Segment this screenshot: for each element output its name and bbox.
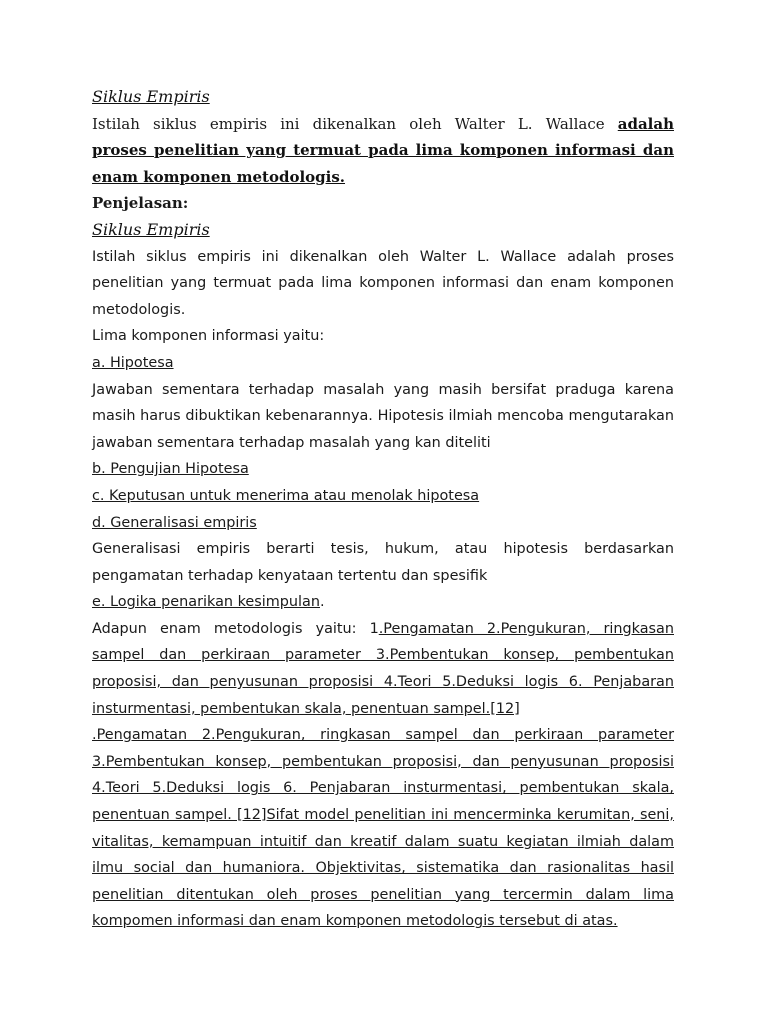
- item-b-pengujian: b. Pengujian Hipotesa: [92, 461, 249, 478]
- intro-plain-text: Istilah siklus empiris ini dikenalkan oleh Walter L. Wallace: [92, 114, 618, 133]
- item-e-label: e. Logika penarikan kesimpulan: [92, 594, 320, 611]
- repeated-underlined-paragraph: .Pengamatan 2.Pengukuran, ringkasan sampel dan perkiraan parameter 3.Pembentukan konsep, pembentukan proposisi, dan penyusunan proposisi 4.Teori 5.Deduksi logis 6. Penjabaran insturmentasi, pembentukan skala, penentuan sampel. [12]Sifat model penelitian ini mencerminka kerumitan, seni, vitalitas, kemampuan intuitif dan kreatif dalam suatu kegiatan ilmiah dalam ilmu social dan humaniora. Objektivitas, sistematika dan rasionalitas hasil penelitian ditentukan oleh proses penelitian yang tercermin dalam lima kompomen informasi dan enam komponen metodologis tersebut di atas.: [92, 727, 674, 930]
- intro-bold-text: adalah proses penelitian yang termuat pada lima komponen informasi dan enam komponen metodologis.: [92, 114, 674, 186]
- intro-paragraph: [92, 111, 674, 191]
- item-a-description: Jawaban sementara terhadap masalah yang masih bersifat praduga karena masih harus dibuktikan kebenarannya. Hipotesis ilmiah mencoba mengutarakan jawaban sementara terhadap masalah yang kan diteliti: [92, 381, 674, 451]
- heading-siklus-empiris: Siklus Empiris: [92, 87, 210, 106]
- item-e-logika: [92, 589, 674, 616]
- enam-underlined-text: .Pengamatan 2.Pengukuran, ringkasan sampel dan perkiraan parameter 3.Pembentukan konsep, pembentukan proposisi, dan penyusunan proposisi 4.Teori 5.Deduksi logis 6. Penjabaran insturmentasi, pembentukan skala, penentuan sampel.[12]: [92, 620, 674, 717]
- item-d-description: Generalisasi empiris berarti tesis, hukum, atau hipotesis berdasarkan pengamatan terhadap kenyataan tertentu dan spesifik: [92, 541, 674, 584]
- lima-komponen-label: Lima komponen informasi yaitu:: [92, 328, 325, 345]
- item-c-keputusan: c. Keputusan untuk menerima atau menolak hipotesa: [92, 487, 480, 504]
- penjelasan-label: Penjelasan:: [92, 194, 189, 213]
- item-a-hipotesa: a. Hipotesa: [92, 354, 174, 371]
- enam-metodologis-paragraph: [92, 616, 674, 722]
- item-e-period: .: [320, 594, 325, 611]
- item-d-generalisasi: d. Generalisasi empiris: [92, 514, 257, 531]
- document-page: [92, 84, 674, 935]
- paragraph-definition: Istilah siklus empiris ini dikenalkan oleh Walter L. Wallace adalah proses penelitian yang termuat pada lima komponen informasi dan enam komponen metodologis.: [92, 248, 674, 318]
- heading-siklus-empiris-2: Siklus Empiris: [92, 219, 210, 239]
- enam-plain-text: Adapun enam metodologis yaitu: 1: [92, 620, 379, 637]
